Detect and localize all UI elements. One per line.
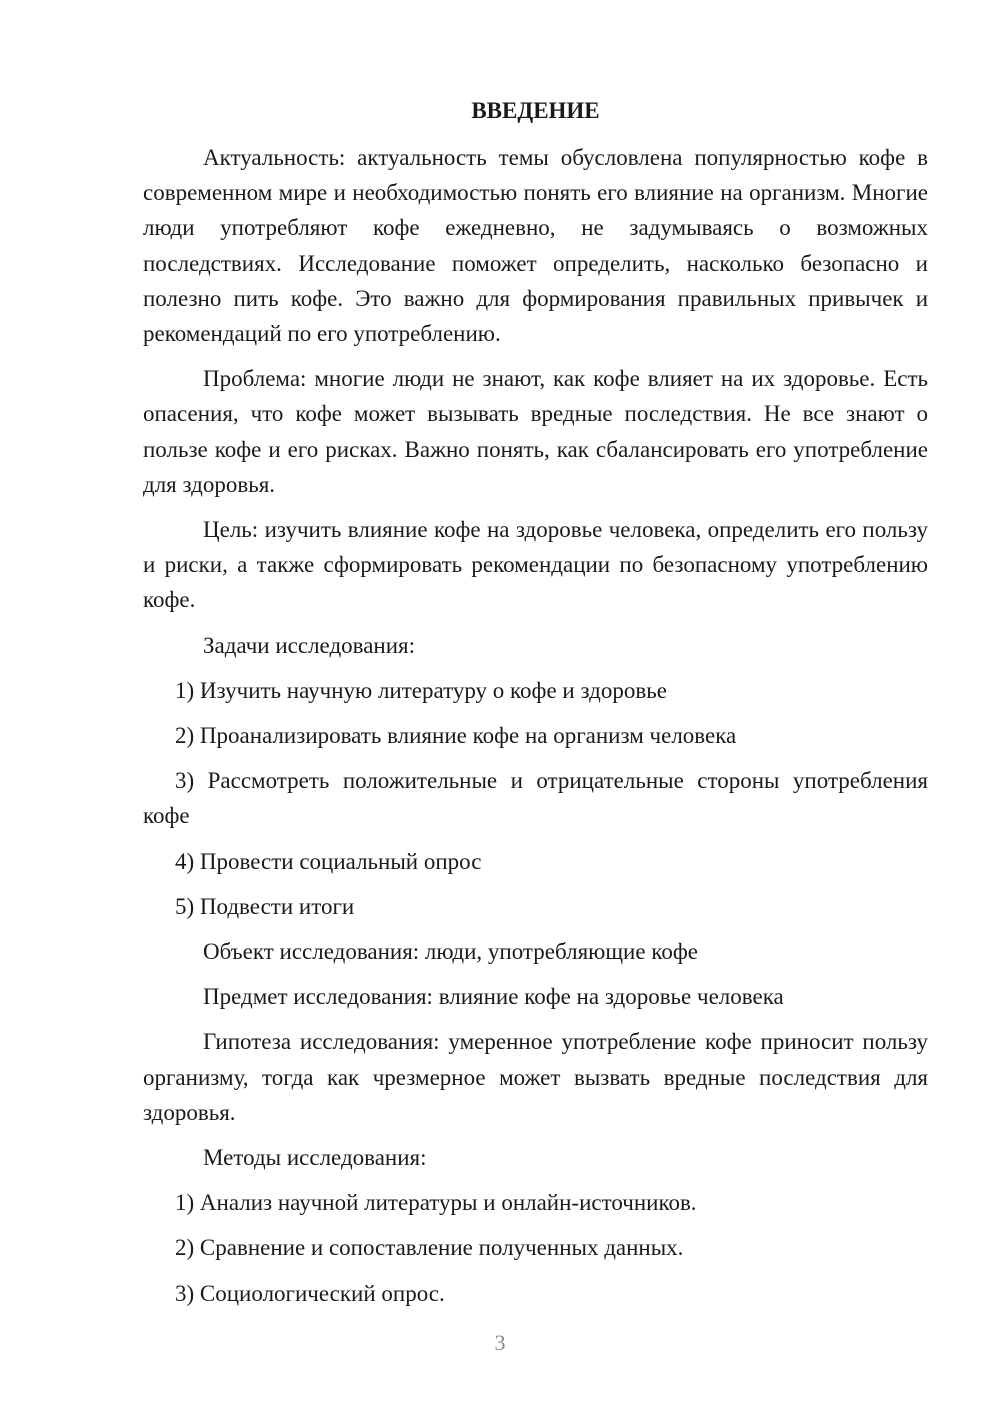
hypothesis-paragraph: Гипотеза исследования: умеренное употребление кофе приносит пользу организму, тогда как чрезмерное может вызвать вредные последствия для здоровья. [143, 1029, 928, 1125]
task-item: 3) Рассмотреть положительные и отрицательные стороны употребления кофе [143, 768, 928, 829]
task-item: 1) Изучить научную литературу о кофе и здоровье [175, 677, 667, 703]
method-item: 3) Социологический опрос. [175, 1280, 445, 1306]
goal-paragraph: Цель: изучить влияние кофе на здоровье человека, определить его пользу и риски, а также сформировать рекомендации по безопасному употреблению кофе. [143, 517, 928, 613]
task-item: 5) Подвести итоги [175, 893, 355, 919]
task-item: 4) Провести социальный опрос [175, 848, 482, 874]
page-number: 3 [494, 1330, 506, 1355]
method-item: 2) Сравнение и сопоставление полученных данных. [175, 1235, 684, 1261]
tasks-heading: Задачи исследования: [203, 632, 416, 658]
object-line: Объект исследования: люди, употребляющие кофе [203, 939, 698, 965]
task-item: 2) Проанализировать влияние кофе на организм человека [175, 723, 737, 749]
relevance-paragraph: Актуальность: актуальность темы обусловлена популярностью кофе в современном мире и необходимостью понять его влияние на организм. Многие люди употребляют кофе ежедневно, не задумываясь о возможных последствиях. Исследование поможет определить, насколько безопасно и полезно пить кофе. Это важно для формирования правильных привычек и рекомендаций по его употреблению. [143, 145, 928, 347]
document-page [143, 93, 928, 1321]
method-item: 1) Анализ научной литературы и онлайн-источников. [175, 1190, 697, 1216]
methods-heading: Методы исследования: [203, 1145, 427, 1171]
subject-line: Предмет исследования: влияние кофе на здоровье человека [203, 984, 784, 1010]
section-title: ВВЕДЕНИЕ [471, 98, 600, 123]
problem-paragraph: Проблема: многие люди не знают, как кофе влияет на их здоровье. Есть опасения, что кофе может вызывать вредные последствия. Не все знают о пользе кофе и его рисках. Важно понять, как сбалансировать его употребление для здоровья. [143, 366, 928, 497]
